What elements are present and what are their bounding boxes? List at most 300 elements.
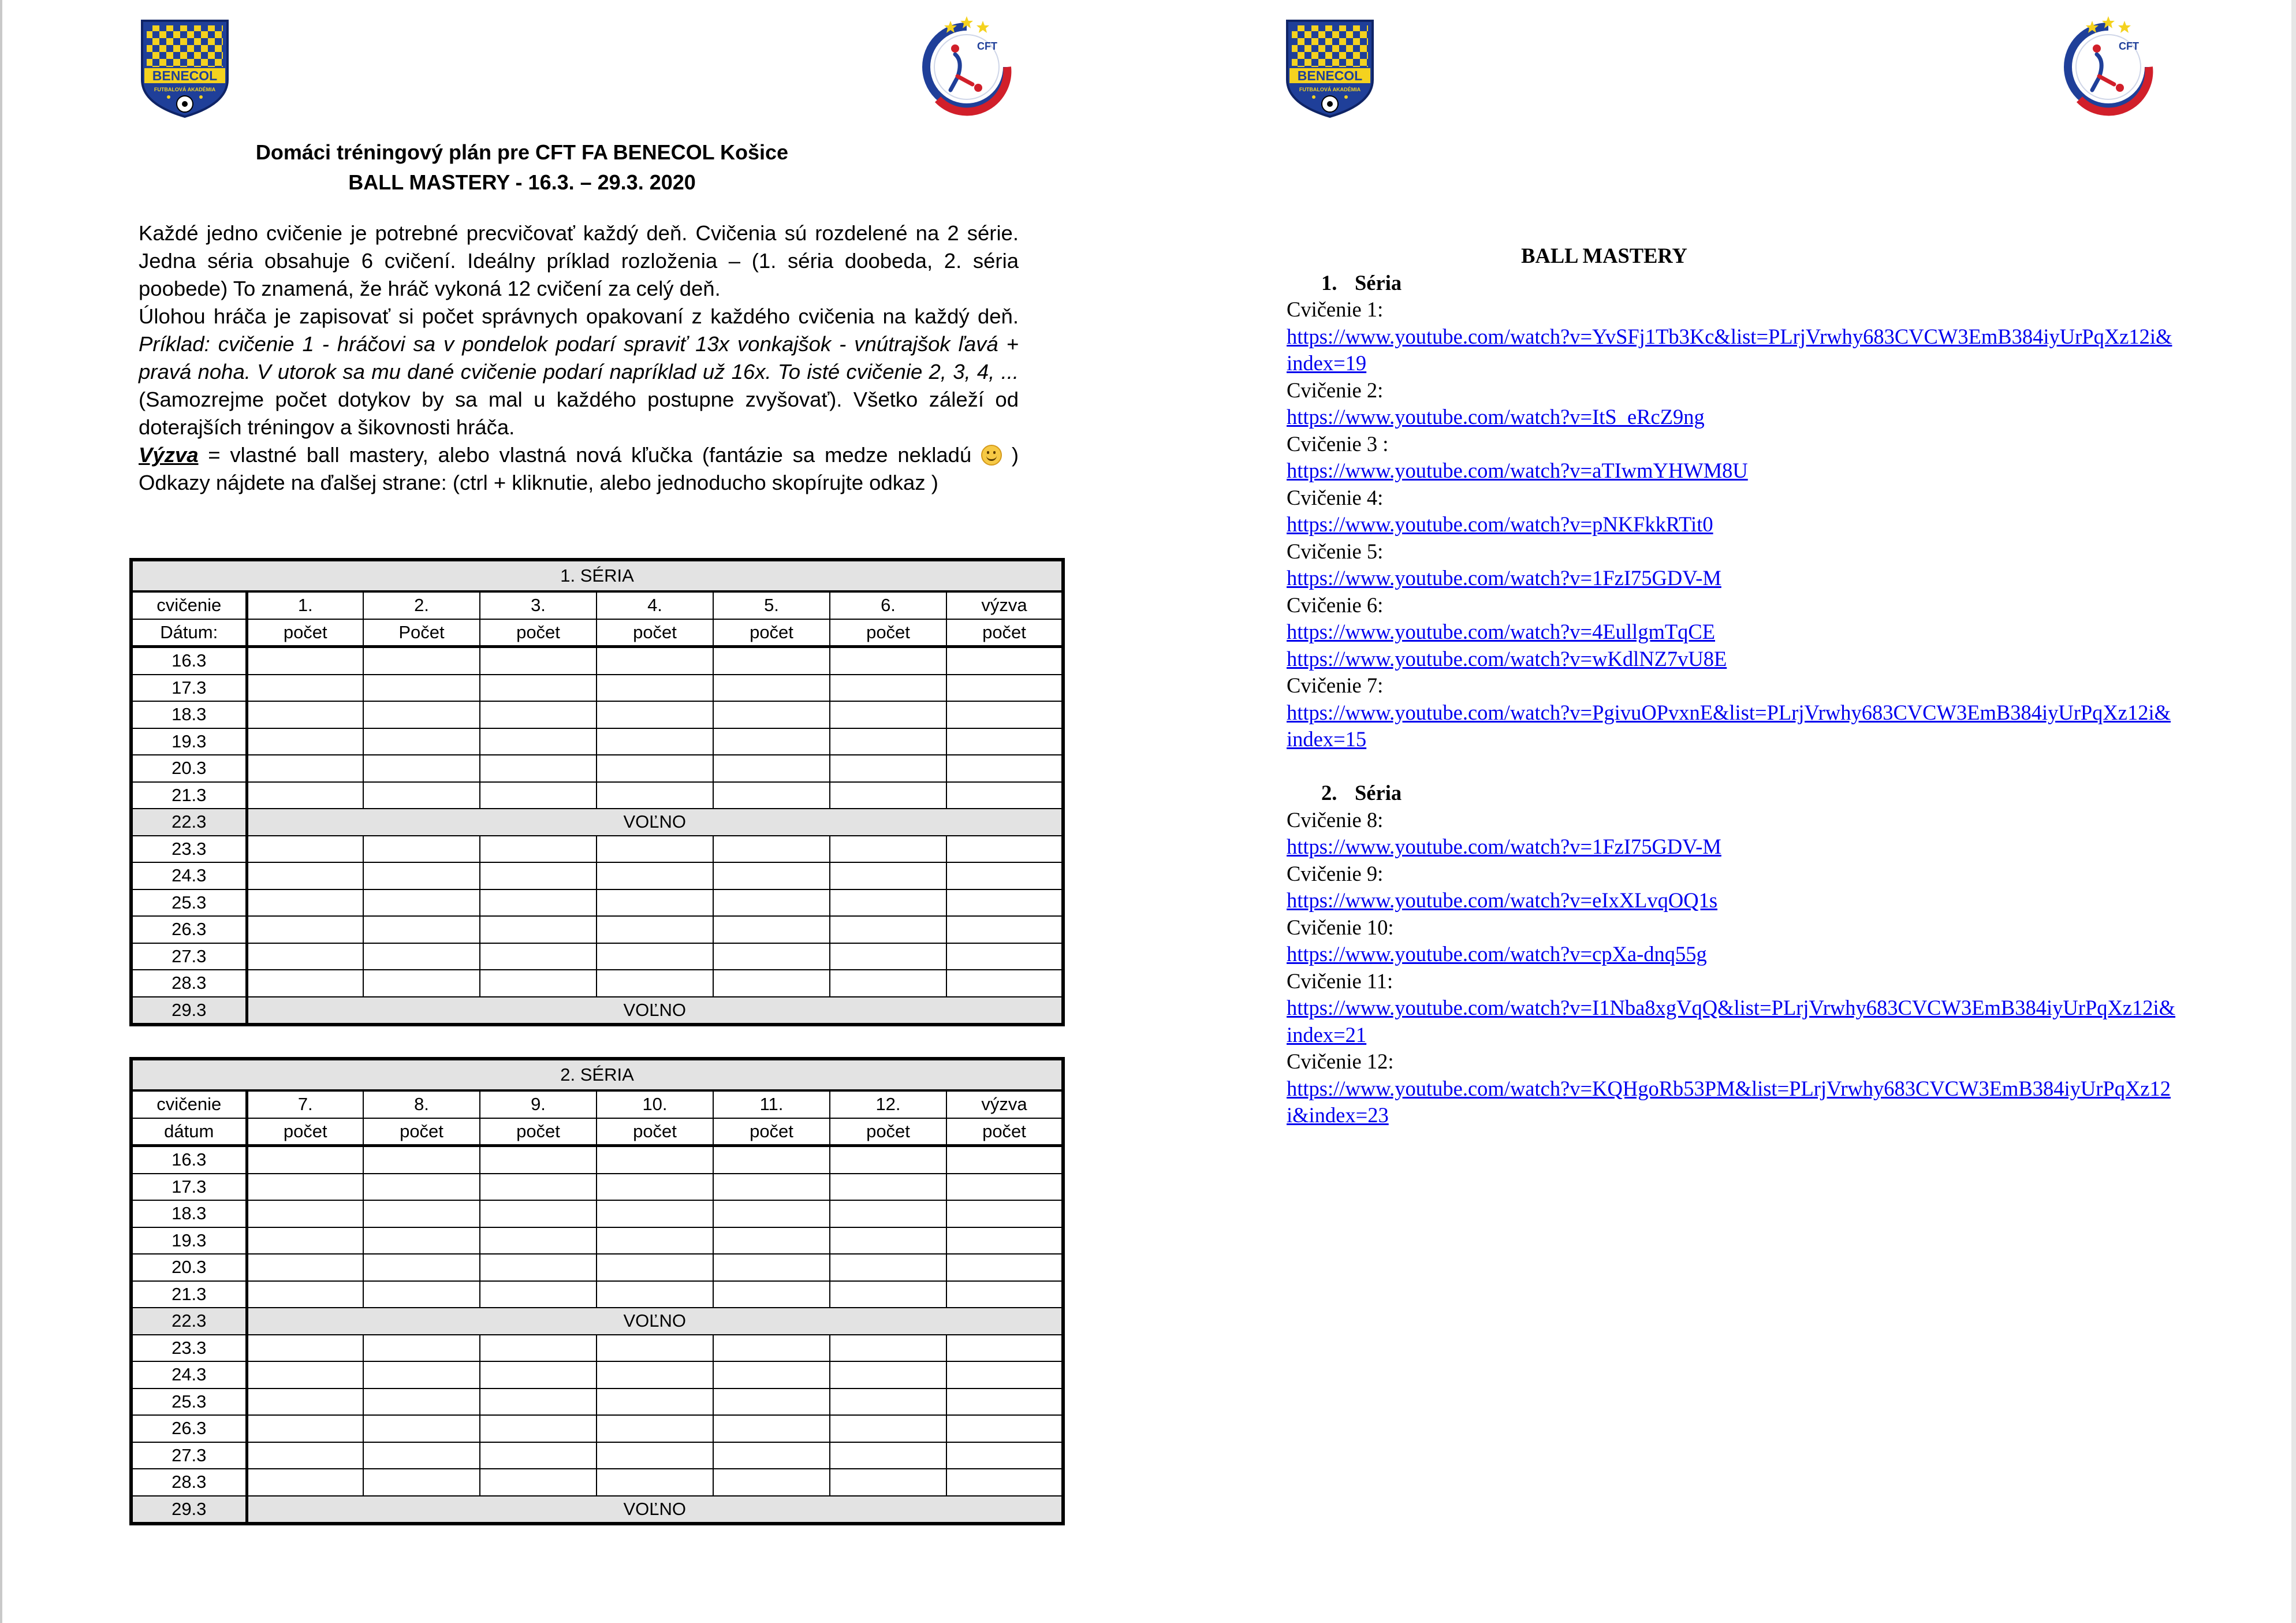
table-row [131, 997, 1063, 1025]
entry-cell[interactable] [713, 970, 830, 997]
entry-cell[interactable] [830, 889, 946, 917]
entry-cell[interactable] [597, 1389, 713, 1416]
entry-cell[interactable] [830, 1174, 946, 1201]
header-label-exercise: cvičenie [131, 591, 247, 619]
entry-cell[interactable] [597, 1146, 713, 1174]
benecol-logo-icon [139, 17, 231, 120]
exercise-label: Cvičenie 5: [1287, 539, 1384, 563]
header-exercise-cell: 5. [713, 591, 830, 619]
entry-cell[interactable] [480, 647, 597, 675]
entry-cell[interactable] [713, 862, 830, 889]
entry-cell[interactable] [946, 889, 1063, 917]
exercise-label: Cvičenie 8: [1287, 807, 1384, 832]
entry-cell[interactable] [247, 701, 363, 728]
date-cell: 23.3 [131, 1335, 247, 1362]
date-cell: 21.3 [131, 782, 247, 809]
date-cell: 22.3 [131, 809, 247, 836]
entry-cell[interactable] [597, 943, 713, 970]
entry-cell[interactable] [363, 1227, 480, 1255]
entry-cell[interactable] [480, 728, 597, 755]
seria-1-exercise-list [1287, 296, 2176, 753]
entry-cell[interactable] [480, 1469, 597, 1496]
exercise-label: Cvičenie 2: [1287, 378, 1384, 402]
intro-paragraph-1: Každé jedno cvičenie je potrebné precvičovať každý deň. Cvičenia sú rozdelené na 2 série. Jedna séria obsahuje 6 cvičení. Ideálny príklad rozloženia – (1. séria doobeda, 2. séria poobede) To znamená, že hráč vykoná 12 cvičení za celý deň. [139, 221, 1019, 300]
entry-cell[interactable] [363, 1254, 480, 1281]
entry-cell[interactable] [713, 1281, 830, 1308]
svg-text:CFT: CFT [977, 40, 997, 52]
entry-cell[interactable] [946, 647, 1063, 675]
header-count-cell: počet [713, 1118, 830, 1146]
entry-cell[interactable] [247, 1227, 363, 1255]
ball-mastery-title: BALL MASTERY [1521, 244, 1687, 267]
entry-cell[interactable] [946, 1227, 1063, 1255]
page-right [1149, 0, 2291, 1623]
entry-cell[interactable] [946, 862, 1063, 889]
table-title: 1. SÉRIA [131, 560, 1063, 591]
table-row [131, 970, 1063, 997]
header-exercise-cell: 4. [597, 591, 713, 619]
table-row [131, 647, 1063, 675]
entry-cell[interactable] [247, 1469, 363, 1496]
date-cell: 17.3 [131, 1174, 247, 1201]
entry-cell[interactable] [363, 970, 480, 997]
svg-text:CFT: CFT [2119, 40, 2139, 52]
entry-cell[interactable] [363, 1361, 480, 1389]
entry-cell[interactable] [597, 1227, 713, 1255]
entry-cell[interactable] [480, 1281, 597, 1308]
entry-cell[interactable] [247, 862, 363, 889]
entry-cell[interactable] [830, 701, 946, 728]
table-row [131, 889, 1063, 917]
table-row [131, 1335, 1063, 1362]
entry-cell[interactable] [363, 1174, 480, 1201]
entry-cell[interactable] [363, 1469, 480, 1496]
entry-cell[interactable] [946, 755, 1063, 782]
entry-cell[interactable] [363, 1415, 480, 1442]
entry-cell[interactable] [363, 1335, 480, 1362]
header-row-exercise [131, 591, 1063, 619]
table-row [131, 701, 1063, 728]
intro-paragraph-2 [139, 303, 1019, 441]
entry-cell[interactable] [713, 1389, 830, 1416]
entry-cell[interactable] [247, 675, 363, 702]
vyzva-text-1: = vlastné ball mastery, alebo vlastná nová kľučka (fantázie sa medze nekladú [198, 443, 982, 467]
entry-cell[interactable] [480, 1389, 597, 1416]
entry-cell[interactable] [946, 1361, 1063, 1389]
title-line-2: BALL MASTERY - 16.3. – 29.3. 2020 [348, 170, 696, 194]
entry-cell[interactable] [363, 647, 480, 675]
entry-cell[interactable] [713, 916, 830, 943]
exercise-label: Cvičenie 9: [1287, 861, 1384, 885]
entry-cell[interactable] [946, 943, 1063, 970]
entry-cell[interactable] [247, 1200, 363, 1227]
free-day-label: VOĽNO [247, 1308, 1063, 1335]
header-row-count [131, 1118, 1063, 1146]
entry-cell[interactable] [713, 1415, 830, 1442]
entry-cell[interactable] [247, 1415, 363, 1442]
header-exercise-cell: 12. [830, 1090, 946, 1118]
entry-cell[interactable] [830, 1146, 946, 1174]
date-cell: 25.3 [131, 1389, 247, 1416]
header-count-cell: počet [597, 619, 713, 647]
entry-cell[interactable] [480, 916, 597, 943]
youtube-link[interactable]: https://www.youtube.com/watch?v=pNKFkkRTit0 [1287, 512, 1713, 536]
entry-cell[interactable] [946, 1281, 1063, 1308]
table-row [131, 728, 1063, 755]
youtube-link[interactable]: https://www.youtube.com/watch?v=1FzI75GDV-M [1287, 566, 1721, 590]
entry-cell[interactable] [946, 1200, 1063, 1227]
entry-cell[interactable] [946, 782, 1063, 809]
entry-cell[interactable] [597, 1281, 713, 1308]
entry-cell[interactable] [480, 1200, 597, 1227]
entry-cell[interactable] [597, 1469, 713, 1496]
entry-cell[interactable] [713, 1200, 830, 1227]
entry-cell[interactable] [247, 1361, 363, 1389]
entry-cell[interactable] [480, 1254, 597, 1281]
header-count-cell: počet [830, 1118, 946, 1146]
entry-cell[interactable] [946, 1146, 1063, 1174]
entry-cell[interactable] [713, 889, 830, 917]
date-cell: 22.3 [131, 1308, 247, 1335]
entry-cell[interactable] [597, 889, 713, 917]
entry-cell[interactable] [713, 1442, 830, 1469]
table-row [131, 1281, 1063, 1308]
entry-cell[interactable] [946, 1254, 1063, 1281]
vyzva-label: Výzva [139, 443, 199, 467]
entry-cell[interactable] [597, 836, 713, 863]
header-count-cell: počet [247, 619, 363, 647]
cft-logo-icon [915, 14, 1019, 118]
free-day-label: VOĽNO [247, 809, 1063, 836]
entry-cell[interactable] [480, 889, 597, 917]
entry-cell[interactable] [597, 1174, 713, 1201]
entry-cell[interactable] [713, 1146, 830, 1174]
entry-cell[interactable] [247, 1254, 363, 1281]
entry-cell[interactable] [480, 701, 597, 728]
entry-cell[interactable] [597, 1335, 713, 1362]
links-section [1287, 243, 2176, 1129]
date-cell: 23.3 [131, 836, 247, 863]
date-cell: 18.3 [131, 1200, 247, 1227]
seria-2-exercise-list [1287, 807, 2176, 1129]
entry-cell[interactable] [363, 782, 480, 809]
entry-cell[interactable] [597, 675, 713, 702]
header-exercise-cell: 8. [363, 1090, 480, 1118]
date-cell: 26.3 [131, 1415, 247, 1442]
entry-cell[interactable] [597, 1254, 713, 1281]
entry-cell[interactable] [830, 1469, 946, 1496]
youtube-link[interactable]: https://www.youtube.com/watch?v=YvSFj1Tb3Kc&list=PLrjVrwhy683CVCW3EmB384iyUrPqXz12i&index=19 [1287, 324, 2172, 375]
entry-cell[interactable] [830, 1335, 946, 1362]
entry-cell[interactable] [247, 1335, 363, 1362]
entry-cell[interactable] [830, 1415, 946, 1442]
entry-cell[interactable] [830, 1281, 946, 1308]
vyzva-text-2: ) Odkazy nájdete na ďalšej strane: (ctrl + kliknutie, alebo jednoducho skopírujte odkaz ) [139, 443, 1019, 494]
entry-cell[interactable] [830, 1361, 946, 1389]
entry-cell[interactable] [363, 916, 480, 943]
entry-cell[interactable] [713, 836, 830, 863]
entry-cell[interactable] [247, 782, 363, 809]
entry-cell[interactable] [363, 701, 480, 728]
entry-cell[interactable] [597, 1361, 713, 1389]
table-row [131, 1469, 1063, 1496]
date-cell: 27.3 [131, 943, 247, 970]
entry-cell[interactable] [480, 970, 597, 997]
table-row [131, 1227, 1063, 1255]
entry-cell[interactable] [480, 1415, 597, 1442]
table-row [131, 1174, 1063, 1201]
entry-cell[interactable] [946, 970, 1063, 997]
entry-cell[interactable] [363, 836, 480, 863]
entry-cell[interactable] [830, 675, 946, 702]
intro-paragraph-3 [139, 441, 1019, 497]
entry-cell[interactable] [597, 701, 713, 728]
date-cell: 19.3 [131, 728, 247, 755]
youtube-link[interactable]: https://www.youtube.com/watch?v=PgivuOPvxnE&list=PLrjVrwhy683CVCW3EmB384iyUrPqXz12i&index=15 [1287, 700, 2171, 751]
header-count-cell: počet [247, 1118, 363, 1146]
header-exercise-cell: 7. [247, 1090, 363, 1118]
entry-cell[interactable] [597, 728, 713, 755]
entry-cell[interactable] [830, 1442, 946, 1469]
entry-cell[interactable] [713, 1227, 830, 1255]
svg-text:FUTBALOVÁ AKADÉMIA: FUTBALOVÁ AKADÉMIA [154, 87, 216, 92]
header-count-cell: počet [597, 1118, 713, 1146]
entry-cell[interactable] [247, 836, 363, 863]
exercise-label: Cvičenie 1: [1287, 297, 1384, 321]
table-title: 2. SÉRIA [131, 1059, 1063, 1090]
entry-cell[interactable] [597, 1442, 713, 1469]
header-count-cell: počet [830, 619, 946, 647]
header-exercise-cell: 9. [480, 1090, 597, 1118]
youtube-link[interactable]: https://www.youtube.com/watch?v=wKdlNZ7vU8E [1287, 646, 1727, 671]
header-row-count [131, 619, 1063, 647]
table-row [131, 809, 1063, 836]
svg-text:BENECOL: BENECOL [1297, 68, 1363, 83]
header-count-cell: počet [480, 619, 597, 647]
header-count-cell: počet [713, 619, 830, 647]
entry-cell[interactable] [363, 675, 480, 702]
youtube-link[interactable]: https://www.youtube.com/watch?v=cpXa-dnq55g [1287, 942, 1707, 966]
scrollbar-track[interactable] [2291, 0, 2296, 1623]
entry-cell[interactable] [946, 675, 1063, 702]
intro-p2-example: Príklad: cvičenie 1 - hráčovi sa v pondelok podarí spraviť 13x vonkajšok - vnútrajšok ľavá + pravá noha. V utorok sa mu dané cvičenie podarí napríklad už 16x. To isté cvičenie 2, 3, 4, ... [139, 332, 1019, 384]
youtube-link[interactable]: https://www.youtube.com/watch?v=aTIwmYHWM8U [1287, 459, 1748, 482]
youtube-link[interactable]: https://www.youtube.com/watch?v=1FzI75GDV-M [1287, 835, 1721, 858]
entry-cell[interactable] [480, 782, 597, 809]
exercise-label: Cvičenie 4: [1287, 485, 1384, 509]
free-day-label: VOĽNO [247, 997, 1063, 1025]
benecol-logo-icon [1284, 17, 1376, 120]
entry-cell[interactable] [597, 782, 713, 809]
entry-cell[interactable] [363, 728, 480, 755]
entry-cell[interactable] [480, 1146, 597, 1174]
seria-2-heading: 2. Séria [1321, 781, 1402, 805]
date-cell: 28.3 [131, 1469, 247, 1496]
entry-cell[interactable] [713, 675, 830, 702]
table-row [131, 1200, 1063, 1227]
header-exercise-cell: výzva [946, 1090, 1063, 1118]
date-cell: 16.3 [131, 647, 247, 675]
table-row [131, 916, 1063, 943]
table-row [131, 675, 1063, 702]
date-cell: 24.3 [131, 862, 247, 889]
entry-cell[interactable] [946, 1469, 1063, 1496]
entry-cell[interactable] [247, 1281, 363, 1308]
header-label-date: dátum [131, 1118, 247, 1146]
entry-cell[interactable] [597, 1200, 713, 1227]
entry-cell[interactable] [946, 701, 1063, 728]
entry-cell[interactable] [597, 862, 713, 889]
entry-cell[interactable] [830, 862, 946, 889]
entry-cell[interactable] [946, 916, 1063, 943]
entry-cell[interactable] [247, 889, 363, 917]
entry-cell[interactable] [830, 1254, 946, 1281]
entry-cell[interactable] [830, 782, 946, 809]
entry-cell[interactable] [713, 755, 830, 782]
entry-cell[interactable] [247, 970, 363, 997]
header-exercise-cell: 11. [713, 1090, 830, 1118]
cft-logo-icon [2056, 14, 2160, 118]
entry-cell[interactable] [247, 1442, 363, 1469]
date-cell: 26.3 [131, 916, 247, 943]
entry-cell[interactable] [713, 728, 830, 755]
header-exercise-cell: 2. [363, 591, 480, 619]
table-row [131, 1496, 1063, 1524]
entry-cell[interactable] [946, 1442, 1063, 1469]
entry-cell[interactable] [830, 1227, 946, 1255]
exercise-label: Cvičenie 7: [1287, 673, 1384, 697]
entry-cell[interactable] [946, 1174, 1063, 1201]
svg-text:BENECOL: BENECOL [152, 68, 218, 83]
entry-cell[interactable] [713, 647, 830, 675]
entry-cell[interactable] [597, 970, 713, 997]
youtube-link[interactable]: https://www.youtube.com/watch?v=KQHgoRb53PM&list=PLrjVrwhy683CVCW3EmB384iyUrPqXz12i&index=23 [1287, 1076, 2171, 1127]
entry-cell[interactable] [946, 1389, 1063, 1416]
entry-cell[interactable] [480, 675, 597, 702]
entry-cell[interactable] [247, 647, 363, 675]
header-row-exercise [131, 1090, 1063, 1118]
entry-cell[interactable] [713, 1174, 830, 1201]
header-exercise-cell: výzva [946, 591, 1063, 619]
entry-cell[interactable] [830, 647, 946, 675]
svg-text:FUTBALOVÁ AKADÉMIA: FUTBALOVÁ AKADÉMIA [1299, 87, 1361, 92]
date-cell: 21.3 [131, 1281, 247, 1308]
entry-cell[interactable] [713, 782, 830, 809]
entry-cell[interactable] [480, 943, 597, 970]
date-cell: 17.3 [131, 675, 247, 702]
entry-cell[interactable] [830, 1389, 946, 1416]
seria-1-heading: 1. Séria [1321, 270, 1402, 295]
entry-cell[interactable] [713, 943, 830, 970]
entry-cell[interactable] [946, 728, 1063, 755]
youtube-link[interactable]: https://www.youtube.com/watch?v=eIxXLvqOQ1s [1287, 888, 1718, 912]
table-row [131, 862, 1063, 889]
table-row [131, 782, 1063, 809]
entry-cell[interactable] [597, 755, 713, 782]
entry-cell[interactable] [946, 1415, 1063, 1442]
entry-cell[interactable] [480, 862, 597, 889]
header-count-cell: Počet [363, 619, 480, 647]
entry-cell[interactable] [480, 1361, 597, 1389]
entry-cell[interactable] [830, 943, 946, 970]
entry-cell[interactable] [480, 755, 597, 782]
entry-cell[interactable] [480, 1335, 597, 1362]
header-count-cell: počet [480, 1118, 597, 1146]
exercise-label: Cvičenie 6: [1287, 593, 1384, 617]
entry-cell[interactable] [597, 1415, 713, 1442]
entry-cell[interactable] [713, 701, 830, 728]
entry-cell[interactable] [946, 836, 1063, 863]
entry-cell[interactable] [480, 1227, 597, 1255]
entry-cell[interactable] [363, 1146, 480, 1174]
entry-cell[interactable] [247, 1174, 363, 1201]
header-exercise-cell: 6. [830, 591, 946, 619]
entry-cell[interactable] [480, 1174, 597, 1201]
entry-cell[interactable] [363, 862, 480, 889]
entry-cell[interactable] [713, 1254, 830, 1281]
header-count-cell: počet [363, 1118, 480, 1146]
header-label-exercise: cvičenie [131, 1090, 247, 1118]
entry-cell[interactable] [830, 836, 946, 863]
table-row [131, 1415, 1063, 1442]
date-cell: 29.3 [131, 997, 247, 1025]
smiley-icon [981, 445, 1002, 466]
entry-cell[interactable] [480, 836, 597, 863]
entry-cell[interactable] [597, 916, 713, 943]
table-row [131, 1308, 1063, 1335]
date-cell: 18.3 [131, 701, 247, 728]
entry-cell[interactable] [363, 1442, 480, 1469]
youtube-link[interactable]: https://www.youtube.com/watch?v=4EullgmTqCE [1287, 620, 1716, 643]
entry-cell[interactable] [713, 1361, 830, 1389]
youtube-link[interactable]: https://www.youtube.com/watch?v=I1Nba8xgVqQ&list=PLrjVrwhy683CVCW3EmB384iyUrPqXz12i&index=21 [1287, 996, 2176, 1047]
exercise-label: Cvičenie 12: [1287, 1049, 1394, 1073]
date-cell: 29.3 [131, 1496, 247, 1524]
entry-cell[interactable] [713, 1469, 830, 1496]
youtube-link[interactable]: https://www.youtube.com/watch?v=ItS_eRcZ9ng [1287, 405, 1705, 429]
intro-text [139, 219, 1019, 497]
entry-cell[interactable] [363, 1281, 480, 1308]
entry-cell[interactable] [363, 1389, 480, 1416]
entry-cell[interactable] [597, 647, 713, 675]
entry-cell[interactable] [480, 1442, 597, 1469]
entry-cell[interactable] [830, 755, 946, 782]
entry-cell[interactable] [247, 728, 363, 755]
title-line-1: Domáci tréningový plán pre CFT FA BENECOL Košice [255, 140, 789, 164]
entry-cell[interactable] [713, 1335, 830, 1362]
entry-cell[interactable] [363, 943, 480, 970]
entry-cell[interactable] [363, 889, 480, 917]
page-left [2, 0, 1149, 1623]
entry-cell[interactable] [247, 1146, 363, 1174]
table-row [131, 1146, 1063, 1174]
entry-cell[interactable] [247, 916, 363, 943]
entry-cell[interactable] [830, 916, 946, 943]
table-row [131, 943, 1063, 970]
entry-cell[interactable] [830, 1200, 946, 1227]
header-exercise-cell: 3. [480, 591, 597, 619]
entry-cell[interactable] [247, 755, 363, 782]
entry-cell[interactable] [363, 755, 480, 782]
entry-cell[interactable] [830, 728, 946, 755]
entry-cell[interactable] [247, 943, 363, 970]
entry-cell[interactable] [363, 1200, 480, 1227]
entry-cell[interactable] [946, 1335, 1063, 1362]
table-row [131, 1361, 1063, 1389]
entry-cell[interactable] [247, 1389, 363, 1416]
entry-cell[interactable] [830, 970, 946, 997]
date-cell: 28.3 [131, 970, 247, 997]
